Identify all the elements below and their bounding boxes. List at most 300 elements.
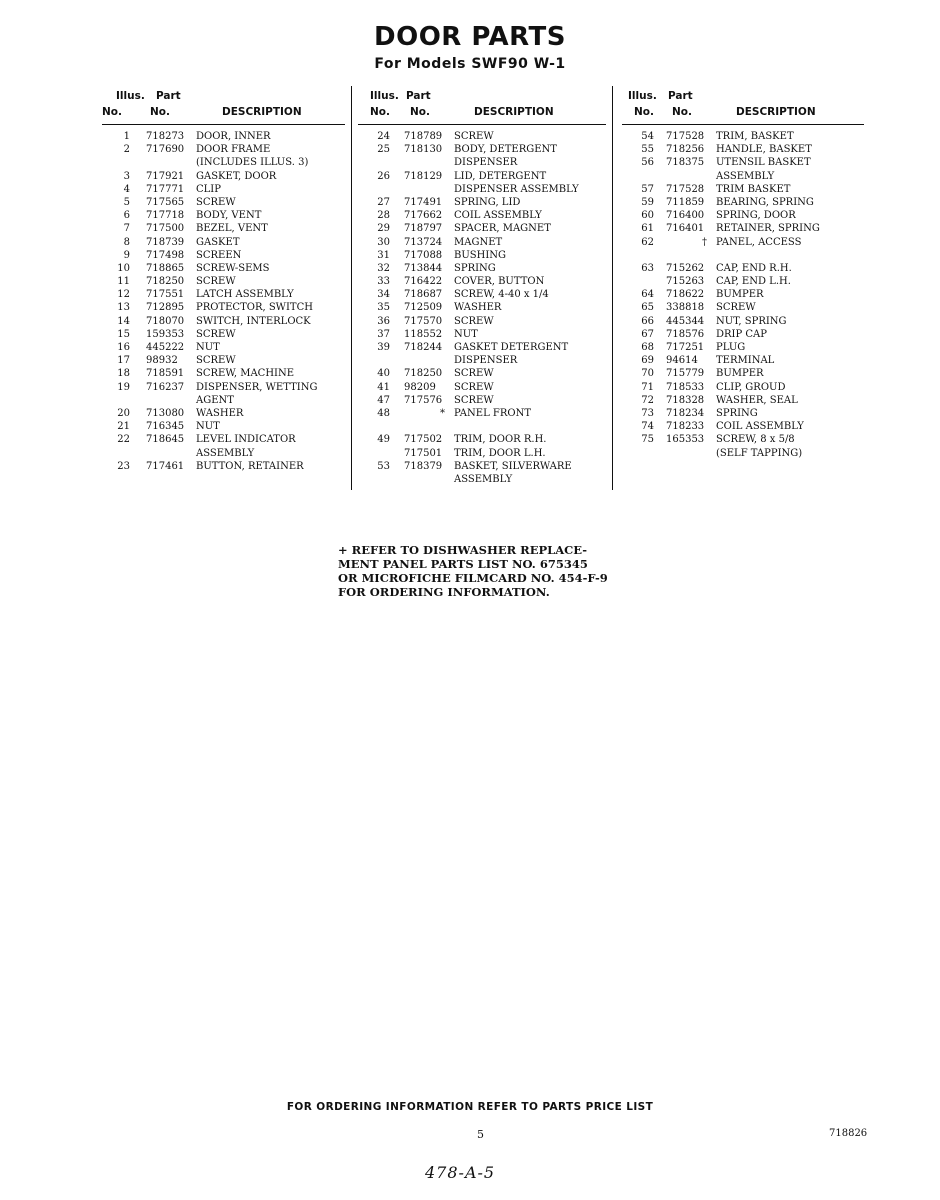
illus-number: 75 — [641, 434, 654, 446]
part-description: BEZEL, VENT — [196, 223, 268, 235]
illus-number: 67 — [641, 328, 654, 340]
part-description: UTENSIL BASKET — [716, 157, 811, 169]
part-description: TRIM, DOOR L.H. — [454, 447, 546, 459]
note-line: MENT PANEL PARTS LIST NO. 675345 — [338, 557, 588, 571]
illus-number: 37 — [377, 328, 390, 340]
part-number: 718070 — [146, 315, 185, 327]
part-description: SCREW — [196, 355, 236, 367]
part-number: 717088 — [404, 249, 443, 261]
parts-row — [358, 420, 606, 433]
illus-number: 19 — [117, 381, 130, 393]
parts-row — [358, 354, 606, 367]
part-description: PANEL, ACCESS — [716, 236, 802, 248]
parts-row — [102, 301, 345, 314]
part-number: 98932 — [146, 355, 178, 367]
part-description: NUT — [454, 328, 478, 340]
illus-number: 71 — [641, 381, 654, 393]
part-description: SCREW — [196, 328, 236, 340]
parts-row — [622, 367, 864, 380]
part-description: SCREW — [196, 276, 236, 288]
part-description: LEVEL INDICATOR — [196, 434, 296, 446]
illus-number: 63 — [641, 262, 654, 274]
illus-number: 23 — [117, 460, 130, 472]
illus-number: 56 — [641, 157, 654, 169]
illus-number: 33 — [377, 276, 390, 288]
ordering-info-footer: FOR ORDERING INFORMATION REFER TO PARTS PRICE LIST — [286, 1101, 654, 1113]
part-description: SPACER, MAGNET — [454, 223, 551, 235]
illus-number: 10 — [117, 262, 130, 274]
part-number: 717502 — [404, 434, 443, 446]
part-number: 717576 — [404, 394, 443, 406]
part-description: WASHER, SEAL — [716, 394, 798, 406]
illus-no-header: No. — [102, 106, 122, 118]
part-number: 118552 — [404, 328, 443, 340]
part-number: 717251 — [666, 342, 705, 353]
parts-row — [358, 301, 606, 314]
part-description: SCREW — [454, 394, 494, 406]
part-description: AGENT — [196, 394, 234, 406]
part-number: 718234 — [666, 407, 705, 419]
parts-row — [622, 249, 864, 262]
part-description: NUT — [196, 342, 220, 353]
parts-row — [358, 407, 606, 420]
part-number: 718129 — [404, 170, 443, 182]
part-description: TRIM, BASKET — [716, 131, 794, 142]
part-description: DISPENSER, WETTING — [196, 381, 318, 393]
part-number: 717491 — [404, 196, 443, 208]
part-number: 717501 — [404, 447, 443, 459]
parts-row — [102, 249, 345, 262]
parts-row — [622, 183, 864, 196]
part-number: 713844 — [404, 262, 443, 274]
illus-number: 61 — [641, 223, 654, 235]
illus-number: 1 — [123, 131, 130, 142]
part-number: 717498 — [146, 249, 185, 261]
note-line: FOR ORDERING INFORMATION. — [338, 585, 550, 599]
illus-header: Illus. — [370, 90, 399, 102]
illus-number: 60 — [641, 210, 654, 222]
parts-column-3 — [622, 88, 864, 460]
parts-row — [102, 288, 345, 301]
parts-row — [622, 381, 864, 394]
part-description: WASHER — [196, 407, 244, 419]
part-number: 718328 — [666, 394, 705, 406]
part-description: PLUG — [716, 342, 746, 353]
part-number: 98209 — [404, 381, 436, 393]
parts-row — [358, 288, 606, 301]
parts-row — [622, 236, 864, 249]
parts-row — [102, 433, 345, 446]
part-description: SPRING — [716, 407, 758, 419]
part-number: 715779 — [666, 368, 705, 380]
part-description: SCREW, MACHINE — [196, 368, 295, 380]
part-number: 718130 — [404, 144, 443, 156]
part-number: 718789 — [404, 131, 443, 142]
illus-number: 55 — [641, 144, 654, 156]
part-description: HANDLE, BASKET — [716, 144, 812, 156]
part-number: 718576 — [666, 328, 705, 340]
part-number: † — [702, 236, 707, 248]
illus-number: 35 — [377, 302, 390, 314]
illus-number: 49 — [377, 434, 390, 446]
part-description: MAGNET — [454, 236, 503, 248]
illus-number: 57 — [641, 183, 654, 195]
parts-row — [358, 433, 606, 446]
part-description: RETAINER, SPRING — [716, 223, 820, 235]
illus-number: 8 — [123, 236, 130, 248]
parts-row — [622, 407, 864, 420]
part-description: WASHER — [454, 302, 502, 314]
parts-row — [622, 156, 864, 169]
illus-number: 13 — [117, 302, 130, 314]
part-description: BODY, DETERGENT — [454, 144, 557, 156]
parts-row — [102, 156, 345, 169]
illus-no-header: No. — [634, 106, 654, 118]
note-line: + REFER TO DISHWASHER REPLACE- — [338, 543, 588, 557]
part-number: 165353 — [666, 434, 705, 446]
parts-row — [102, 222, 345, 235]
parts-row — [102, 367, 345, 380]
parts-row — [622, 354, 864, 367]
illus-number: 34 — [377, 289, 390, 301]
column-header — [622, 88, 864, 125]
part-number: 717690 — [146, 144, 185, 156]
parts-row — [102, 275, 345, 288]
illus-number: 11 — [117, 276, 130, 288]
part-description: SCREW — [454, 131, 494, 142]
part-description: BUSHING — [454, 249, 507, 261]
part-number: * — [440, 407, 445, 419]
column-header — [102, 88, 345, 125]
illus-number: 7 — [123, 223, 130, 235]
part-description: GASKET — [196, 236, 240, 248]
part-description: SPRING, LID — [454, 196, 521, 208]
part-number: 717662 — [404, 210, 443, 222]
part-number: 718250 — [404, 368, 443, 380]
parts-row — [622, 288, 864, 301]
part-number: 718622 — [666, 289, 705, 301]
part-number: 718865 — [146, 262, 185, 274]
illus-number: 30 — [377, 236, 390, 248]
part-description: SCREW — [454, 315, 494, 327]
part-description: NUT — [196, 421, 220, 433]
illus-number: 27 — [377, 196, 390, 208]
parts-row — [358, 236, 606, 249]
parts-row — [102, 130, 345, 143]
parts-row — [358, 196, 606, 209]
part-header: Part — [156, 90, 181, 102]
part-description: LATCH ASSEMBLY — [196, 289, 294, 301]
part-description: BASKET, SILVERWARE — [454, 460, 572, 472]
illus-number: 66 — [641, 315, 654, 327]
parts-row — [358, 394, 606, 407]
illus-number: 59 — [641, 196, 654, 208]
part-description: TERMINAL — [716, 355, 775, 367]
parts-row — [622, 315, 864, 328]
part-description: SCREW, 8 x 5/8 — [716, 434, 795, 446]
part-number: 718591 — [146, 368, 185, 380]
part-description: DISPENSER ASSEMBLY — [454, 183, 579, 195]
parts-row — [358, 130, 606, 143]
part-description: DISPENSER — [454, 355, 518, 367]
illus-number: 74 — [641, 421, 654, 433]
part-number: 718739 — [146, 236, 185, 248]
parts-row — [622, 130, 864, 143]
parts-row — [102, 209, 345, 222]
illus-number: 41 — [377, 381, 390, 393]
parts-row — [358, 209, 606, 222]
illus-number: 15 — [117, 328, 130, 340]
illus-number: 6 — [123, 210, 130, 222]
part-description: SCREW, 4-40 x 1/4 — [454, 289, 549, 301]
part-number: 717528 — [666, 131, 705, 142]
part-description: SPRING, DOOR — [716, 210, 796, 222]
parts-list — [622, 130, 864, 460]
part-number: 715262 — [666, 262, 705, 274]
part-number: 718244 — [404, 342, 443, 353]
part-description: (INCLUDES ILLUS. 3) — [196, 157, 309, 169]
part-number: 718533 — [666, 381, 705, 393]
illus-number: 12 — [117, 289, 130, 301]
part-number: 718687 — [404, 289, 443, 301]
part-description: PANEL FRONT — [454, 407, 531, 419]
part-number: 716345 — [146, 421, 185, 433]
column-header — [358, 88, 606, 125]
illus-number: 47 — [377, 394, 390, 406]
illus-number: 69 — [641, 355, 654, 367]
parts-row — [102, 460, 345, 473]
parts-row — [358, 460, 606, 473]
part-number: 712509 — [404, 302, 443, 314]
part-number: 718256 — [666, 144, 705, 156]
illus-number: 32 — [377, 262, 390, 274]
illus-number: 26 — [377, 170, 390, 182]
description-header: DESCRIPTION — [474, 106, 554, 118]
illus-number: 21 — [117, 421, 130, 433]
part-number: 717921 — [146, 170, 185, 182]
illus-number: 31 — [377, 249, 390, 261]
part-description: COIL ASSEMBLY — [716, 421, 804, 433]
part-description: SCREW — [716, 302, 756, 314]
part-description: BUTTON, RETAINER — [196, 460, 304, 472]
part-description: SCREW-SEMS — [196, 262, 270, 274]
illus-number: 40 — [377, 368, 390, 380]
part-number: 713724 — [404, 236, 443, 248]
illus-number: 62 — [641, 236, 654, 248]
handwritten-annotation: 478-A-5 — [425, 1163, 496, 1182]
part-number: 159353 — [146, 328, 185, 340]
illus-number: 18 — [117, 368, 130, 380]
page-title: DOOR PARTS — [374, 22, 566, 52]
illus-number: 48 — [377, 407, 390, 419]
parts-list — [102, 130, 345, 473]
part-description: BODY, VENT — [196, 210, 262, 222]
part-description: NUT, SPRING — [716, 315, 787, 327]
note-line: OR MICROFICHE FILMCARD NO. 454-F-9 — [338, 571, 608, 585]
parts-row — [358, 222, 606, 235]
illus-number: 2 — [123, 144, 130, 156]
illus-header: Illus. — [116, 90, 145, 102]
part-description: SCREW — [196, 196, 236, 208]
part-number: 717528 — [666, 183, 705, 195]
part-description: CAP, END R.H. — [716, 262, 792, 274]
part-number: 718379 — [404, 460, 443, 472]
part-description: ASSEMBLY — [716, 170, 775, 182]
illus-number: 14 — [117, 315, 130, 327]
parts-row — [358, 143, 606, 156]
parts-row — [358, 328, 606, 341]
parts-row — [622, 209, 864, 222]
parts-row — [358, 275, 606, 288]
parts-row — [358, 447, 606, 460]
part-number: 717565 — [146, 196, 185, 208]
part-number: 717718 — [146, 210, 185, 222]
part-description: BUMPER — [716, 368, 764, 380]
illus-no-header: No. — [370, 106, 390, 118]
parts-row — [622, 301, 864, 314]
part-description: BEARING, SPRING — [716, 196, 814, 208]
part-description: SPRING — [454, 262, 496, 274]
part-description: PROTECTOR, SWITCH — [196, 302, 313, 314]
part-description: BUMPER — [716, 289, 764, 301]
parts-row — [102, 183, 345, 196]
part-number: 717461 — [146, 460, 185, 472]
parts-row — [358, 170, 606, 183]
parts-list — [358, 130, 606, 486]
part-no-header: No. — [410, 106, 430, 118]
part-number: 718375 — [666, 157, 705, 169]
part-description: COIL ASSEMBLY — [454, 210, 542, 222]
parts-row — [622, 433, 864, 446]
part-number: 712895 — [146, 302, 185, 314]
illus-number: 53 — [377, 460, 390, 472]
part-description: CAP, END L.H. — [716, 276, 791, 288]
part-number: 718233 — [666, 421, 705, 433]
parts-row — [358, 473, 606, 486]
column-divider — [612, 86, 613, 490]
part-number: 716401 — [666, 223, 705, 235]
part-number: 716400 — [666, 210, 705, 222]
illus-number: 65 — [641, 302, 654, 314]
illus-number: 70 — [641, 368, 654, 380]
parts-row — [358, 183, 606, 196]
part-description: (SELF TAPPING) — [716, 447, 803, 459]
parts-column-2 — [358, 88, 606, 486]
part-number: 718797 — [404, 223, 443, 235]
part-number: 717551 — [146, 289, 185, 301]
illus-number: 22 — [117, 434, 130, 446]
illus-number: 54 — [641, 131, 654, 142]
part-number: 715263 — [666, 276, 705, 288]
illus-number: 16 — [117, 342, 130, 353]
parts-row — [102, 170, 345, 183]
part-header: Part — [406, 90, 431, 102]
parts-row — [102, 315, 345, 328]
parts-row — [622, 196, 864, 209]
page-subtitle: For Models SWF90 W-1 — [374, 56, 566, 72]
illus-header: Illus. — [628, 90, 657, 102]
illus-number: 9 — [123, 249, 130, 261]
part-number: 717500 — [146, 223, 185, 235]
parts-row — [102, 381, 345, 394]
part-number: 94614 — [666, 355, 698, 367]
parts-row — [622, 447, 864, 460]
part-description: SCREW — [454, 368, 494, 380]
parts-row — [622, 394, 864, 407]
parts-row — [622, 170, 864, 183]
part-number: 716237 — [146, 381, 185, 393]
illus-number: 5 — [123, 196, 130, 208]
illus-number: 24 — [377, 131, 390, 142]
illus-number: 39 — [377, 342, 390, 353]
parts-row — [102, 407, 345, 420]
parts-row — [622, 143, 864, 156]
parts-row — [102, 394, 345, 407]
parts-row — [358, 341, 606, 354]
parts-row — [622, 262, 864, 275]
illus-number: 64 — [641, 289, 654, 301]
part-number: 713080 — [146, 407, 185, 419]
part-number: 717570 — [404, 315, 443, 327]
part-description: ASSEMBLY — [454, 473, 513, 485]
illus-number: 29 — [377, 223, 390, 235]
part-description: DISPENSER — [454, 157, 518, 169]
part-number: 338818 — [666, 302, 705, 314]
parts-row — [622, 420, 864, 433]
column-divider — [351, 86, 352, 490]
part-description: DOOR FRAME — [196, 144, 271, 156]
parts-row — [358, 381, 606, 394]
part-number: 718250 — [146, 276, 185, 288]
parts-row — [358, 262, 606, 275]
part-description: DOOR, INNER — [196, 131, 271, 142]
page-number: 5 — [477, 1128, 484, 1141]
part-description: SCREEN — [196, 249, 242, 261]
part-description: TRIM, DOOR R.H. — [454, 434, 547, 446]
illus-number: 73 — [641, 407, 654, 419]
illus-number: 68 — [641, 342, 654, 353]
illus-number: 3 — [123, 170, 130, 182]
description-header: DESCRIPTION — [222, 106, 302, 118]
part-number: 717771 — [146, 183, 185, 195]
parts-row — [102, 328, 345, 341]
parts-row — [622, 222, 864, 235]
part-description: LID, DETERGENT — [454, 170, 547, 182]
part-description: COVER, BUTTON — [454, 276, 545, 288]
illus-number: 72 — [641, 394, 654, 406]
part-description: CLIP — [196, 183, 221, 195]
part-description: TRIM BASKET — [716, 183, 791, 195]
parts-row — [358, 156, 606, 169]
part-description: SCREW — [454, 381, 494, 393]
part-no-header: No. — [672, 106, 692, 118]
parts-row — [622, 328, 864, 341]
part-description: DRIP CAP — [716, 328, 768, 340]
part-no-header: No. — [150, 106, 170, 118]
parts-row — [102, 262, 345, 275]
part-header: Part — [668, 90, 693, 102]
parts-row — [102, 420, 345, 433]
parts-row — [102, 447, 345, 460]
parts-row — [358, 249, 606, 262]
replacement-panel-note — [338, 543, 608, 599]
description-header: DESCRIPTION — [736, 106, 816, 118]
part-number: 445222 — [146, 342, 185, 353]
illus-number: 28 — [377, 210, 390, 222]
parts-column-1 — [102, 88, 345, 473]
part-number: 718273 — [146, 131, 185, 142]
parts-row — [102, 354, 345, 367]
